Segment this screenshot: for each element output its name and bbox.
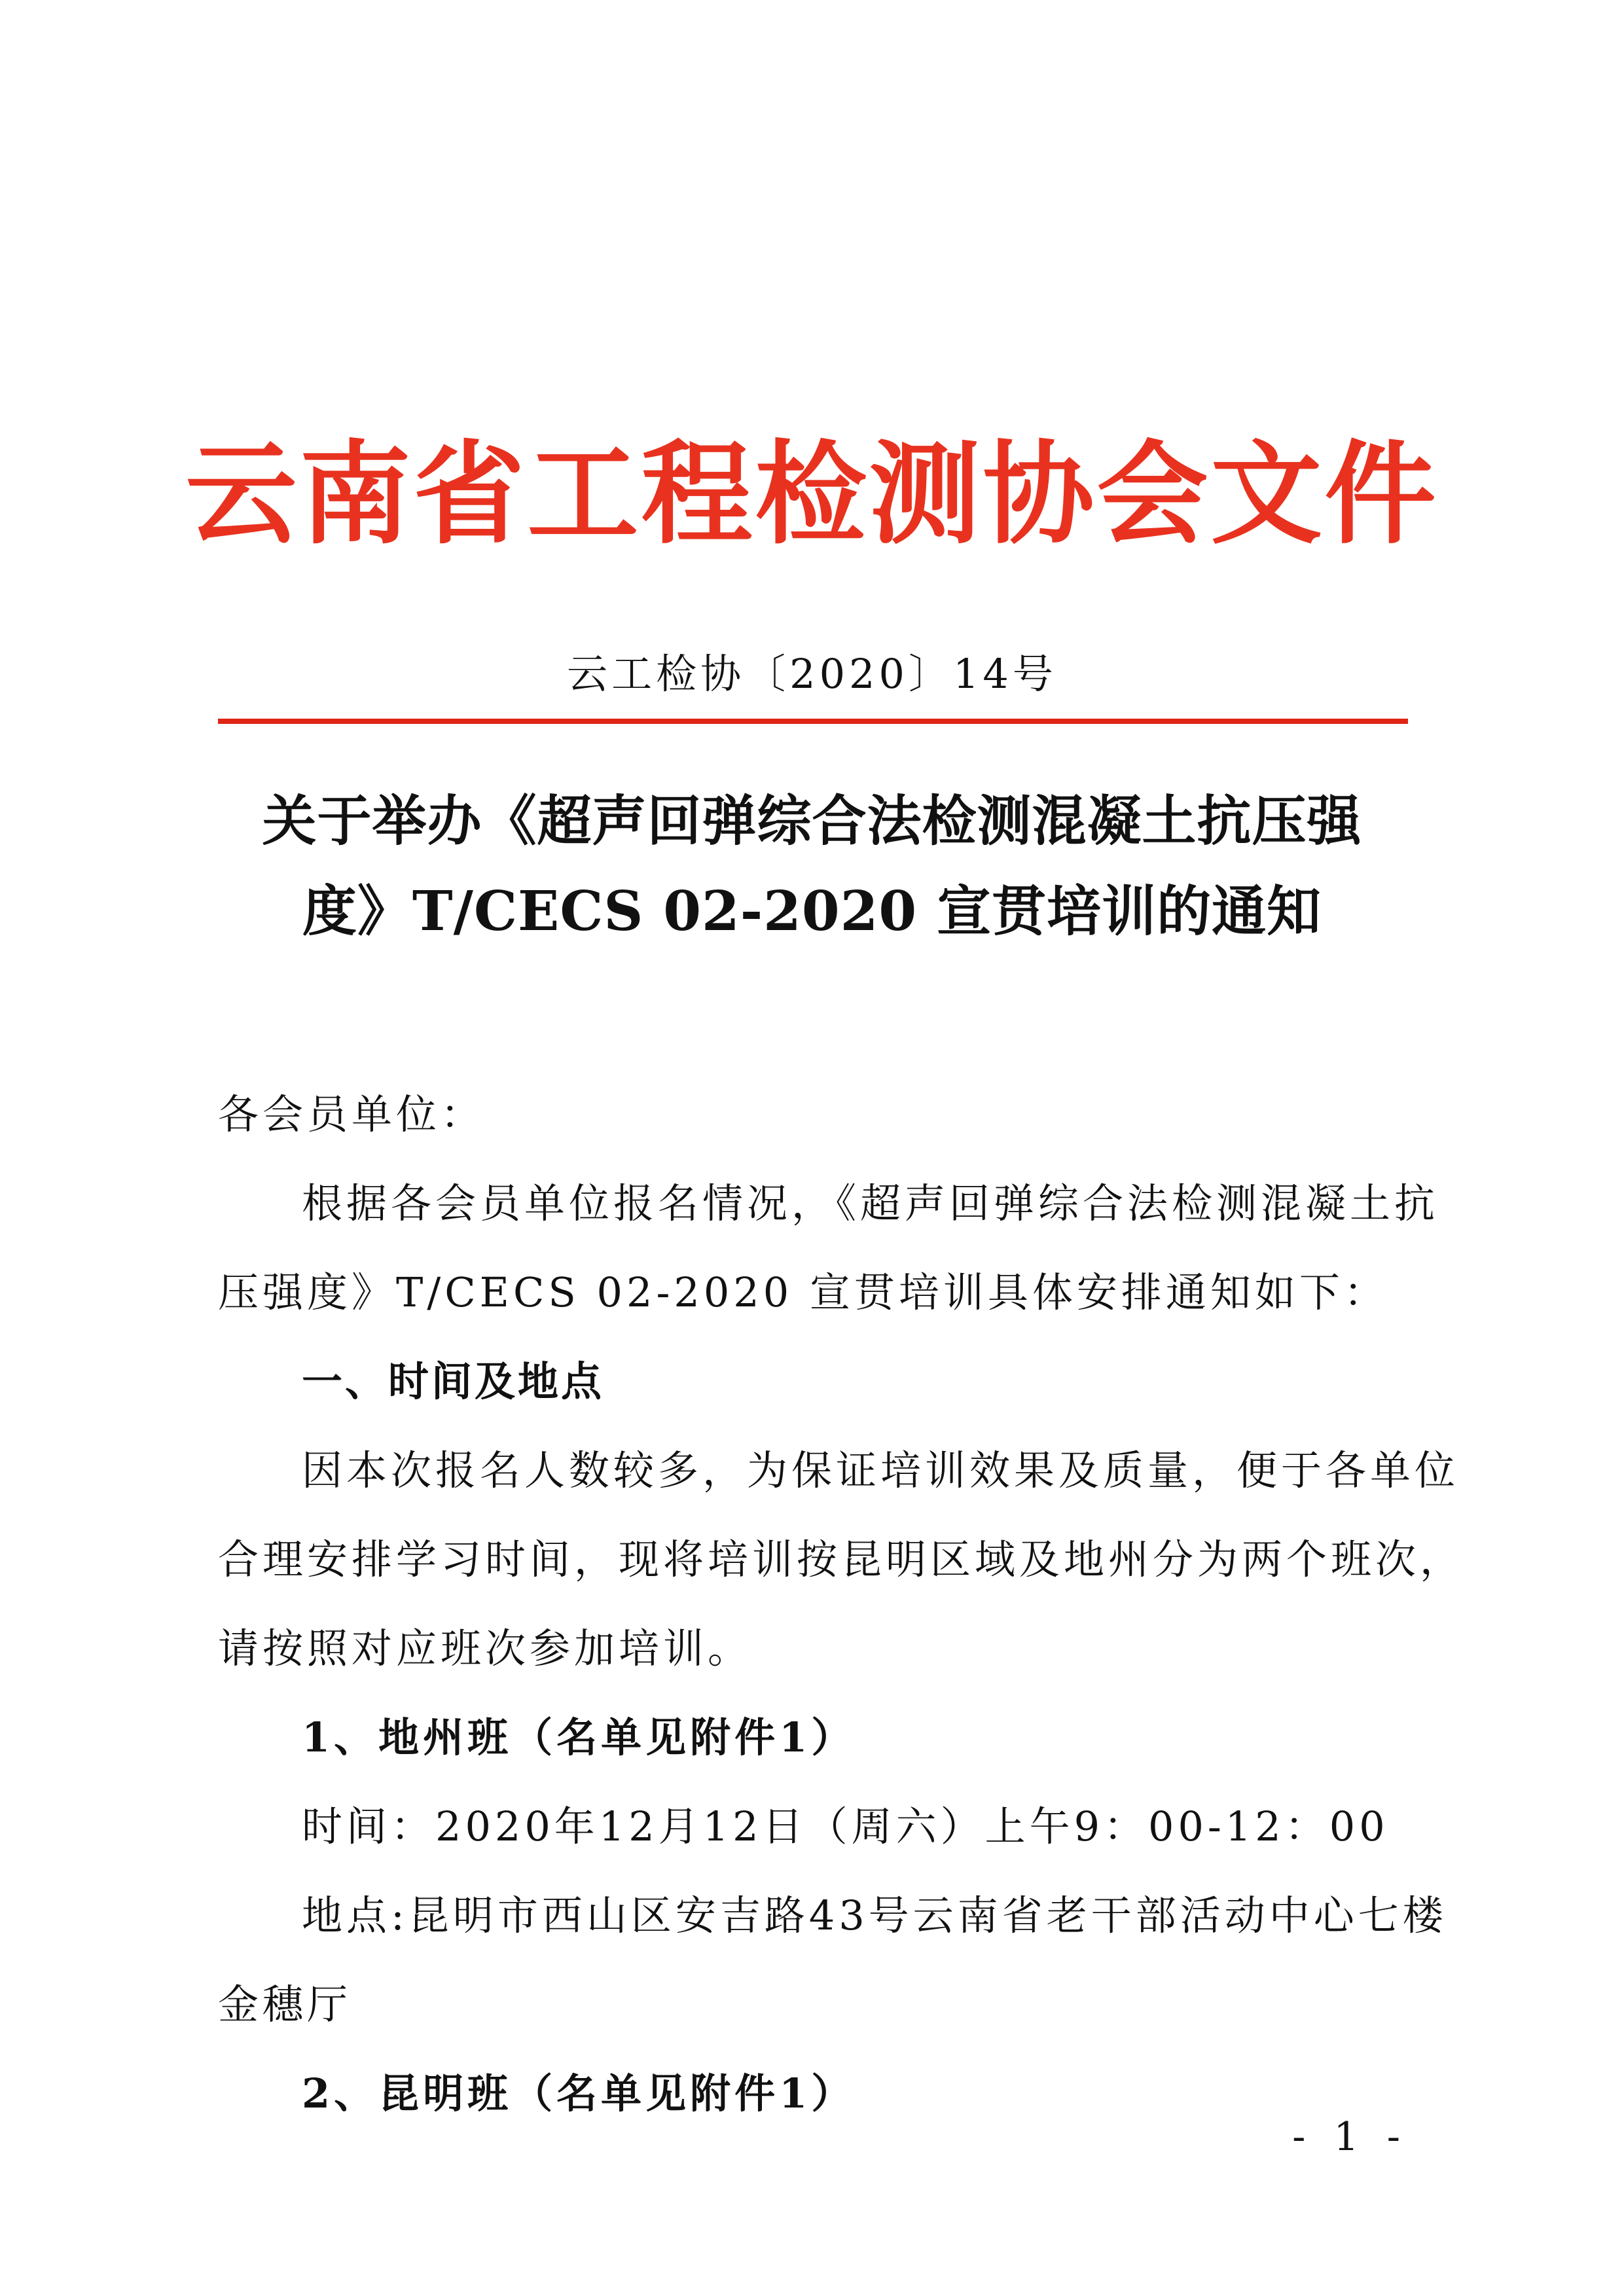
page-number: - 1 - [1292,2114,1408,2160]
red-divider-rule [218,719,1408,724]
document-number: 云工检协〔2020〕14号 [567,650,1057,698]
class-1-place-line-1: 地点:昆明市西山区安吉路43号云南省老干部活动中心七楼 [302,1892,1447,1939]
notice-title-line-1: 关于举办《超声回弹综合法检测混凝土抗压强 [262,789,1362,853]
class-1-heading: 1、地州班（名单见附件1） [302,1713,856,1761]
class-1-place-line-2: 金穗厅 [218,1981,352,2028]
notice-title [0,776,1624,956]
notice-title-line-2: 度》T/CECS 02-2020 宣贯培训的通知 [302,879,1322,943]
intro-line-2: 压强度》T/CECS 02-2020 宣贯培训具体安排通知如下： [218,1268,1388,1316]
class-2-heading: 2、昆明班（名单见附件1） [302,2070,856,2117]
class-1-time: 时间：2020年12月12日（周六）上午9：00-12：00 [302,1803,1389,1850]
paragraph-line-3: 请按照对应班次参加培训。 [218,1624,753,1672]
organization-header-title: 云南省工程检测协会文件 [185,429,1439,560]
section-heading-time-place: 一、时间及地点 [302,1357,605,1405]
paragraph-line-2: 合理安排学习时间，现将培训按昆明区域及地州分为两个班次， [218,1535,1465,1583]
paragraph-line-1: 因本次报名人数较多，为保证培训效果及质量，便于各单位 [302,1446,1460,1494]
intro-line-1: 根据各会员单位报名情况，《超声回弹综合法检测混凝土抗 [302,1179,1439,1227]
salutation: 各会员单位： [218,1090,486,1138]
